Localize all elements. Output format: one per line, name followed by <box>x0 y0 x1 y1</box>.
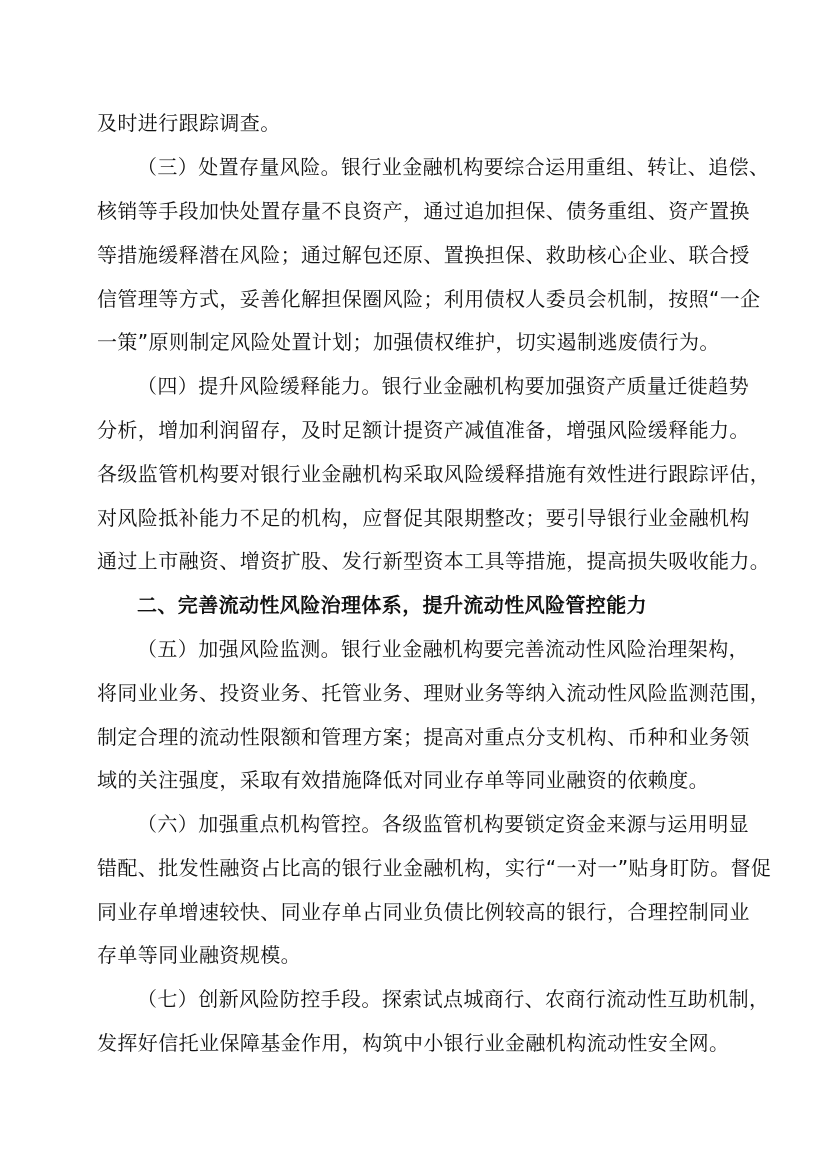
text-line: 将同业业务、投资业务、托管业务、理财业务等纳入流动性风险监测范围， <box>97 681 771 705</box>
paragraph-5-heading-line: （五）加强风险监测。银行业金融机构要完善流动性风险治理架构， <box>137 637 749 661</box>
text-line: 制定合理的流动性限额和管理方案；提高对重点分支机构、币种和业务领 <box>97 725 750 749</box>
text-line: 及时进行跟踪调查。 <box>97 111 281 135</box>
text-line: 发挥好信托业保障基金作用，构筑中小银行业金融机构流动性安全网。 <box>97 1031 730 1055</box>
text-line: 错配、批发性融资占比高的银行业金融机构，实行“一对一”贴身盯防。督促 <box>97 856 772 880</box>
paragraph-6-heading-line: （六）加强重点机构管控。各级监管机构要锁定资金来源与运用明显 <box>137 812 749 836</box>
text-line: 一策”原则制定风险处置计划；加强债权维护，切实遏制逃废债行为。 <box>97 330 720 354</box>
text-line: 分析，增加利润留存，及时足额计提资产减值准备，增强风险缓释能力。 <box>97 418 750 442</box>
text-line: 域的关注强度，采取有效措施降低对同业存单等同业融资的依赖度。 <box>97 768 709 792</box>
text-line: 等措施缓释潜在风险；通过解包还原、置换担保、救助核心企业、联合授 <box>97 243 750 267</box>
text-line: 信管理等方式，妥善化解担保圈风险；利用债权人委员会机制，按照“一企 <box>97 287 761 311</box>
paragraph-7-heading-line: （七）创新风险防控手段。探索试点城商行、农商行流动性互助机制， <box>137 987 770 1011</box>
text-line: 通过上市融资、增资扩股、发行新型资本工具等措施，提高损失吸收能力。 <box>97 549 771 573</box>
section-heading: 二、完善流动性风险治理体系，提升流动性风险管控能力 <box>137 593 647 617</box>
text-line: 各级监管机构要对银行业金融机构采取风险缓释措施有效性进行跟踪评估， <box>97 462 771 486</box>
paragraph-4-heading-line: （四）提升风险缓释能力。银行业金融机构要加强资产质量迁徙趋势 <box>137 374 749 398</box>
text-line: 同业存单增速较快、同业存单占同业负债比例较高的银行，合理控制同业 <box>97 900 750 924</box>
paragraph-3-heading-line: （三）处置存量风险。银行业金融机构要综合运用重组、转让、追偿、 <box>137 155 770 179</box>
text-line: 存单等同业融资规模。 <box>97 943 301 967</box>
text-line: 核销等手段加快处置存量不良资产，通过追加担保、债务重组、资产置换 <box>97 199 750 223</box>
text-line: 对风险抵补能力不足的机构，应督促其限期整改；要引导银行业金融机构 <box>97 506 750 530</box>
